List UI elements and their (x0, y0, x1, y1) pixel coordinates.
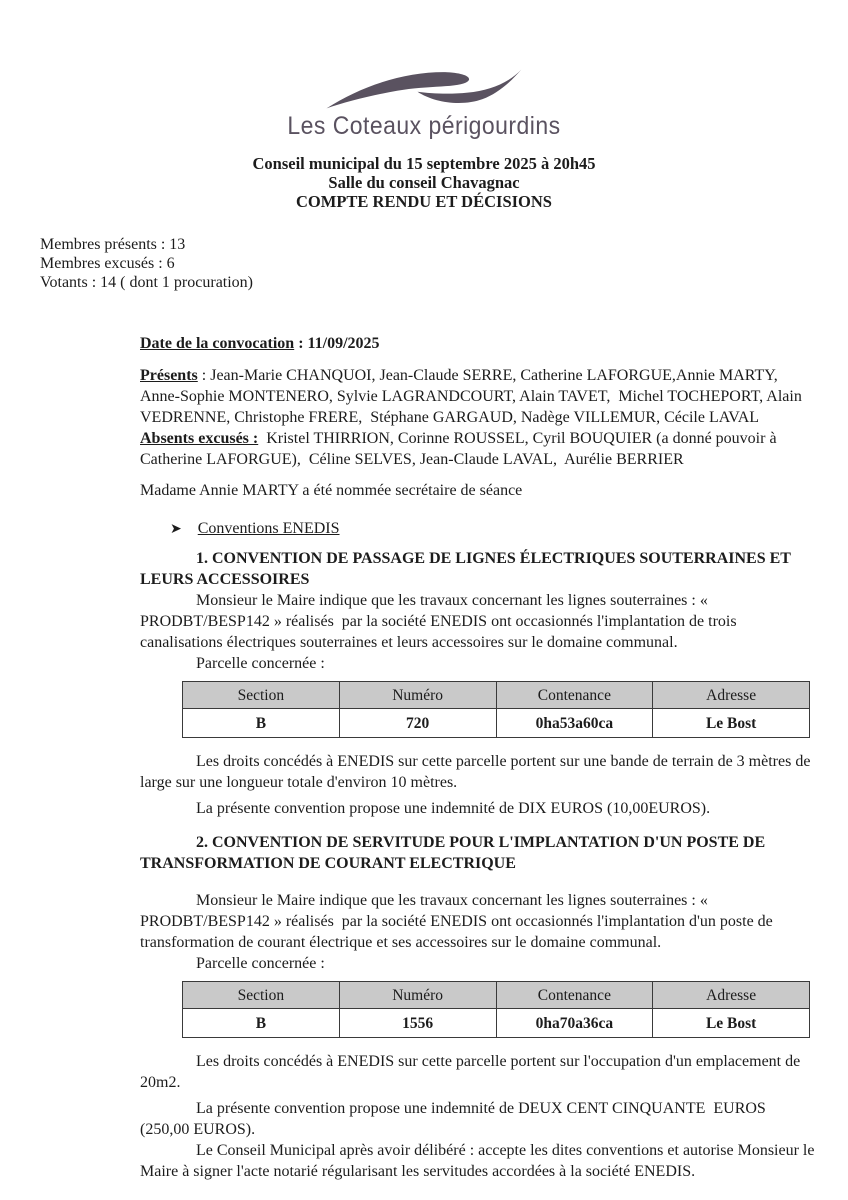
logo (0, 0, 848, 140)
col-header-section: Section (183, 982, 340, 1009)
presents-names: : Jean-Marie CHANQUOI, Jean-Claude SERRE, Catherine LAFORGUE,Annie MARTY, Anne-Sophie MONTENERO, Sylvie LAGRANDCOURT, Alain TAVET, Michel TOCHEPORT, Alain VEDRENNE, Christophe FRERE, Stéphane GARGAUD, Nadège VILLEMUR, Cécile LAVAL (140, 367, 806, 426)
secretary-line: Madame Annie MARTY a été nommée secrétaire de séance (140, 482, 523, 499)
section2-title: 2. CONVENTION DE SERVITUDE POUR L'IMPLANTATION D'UN POSTE DE TRANSFORMATION DE COURANT ELECTRIQUE (140, 834, 769, 872)
section2-parcelle-label: Parcelle concernée : (196, 955, 325, 972)
members-votants: Votants : 14 ( dont 1 procuration) (40, 274, 254, 291)
table-row (183, 709, 810, 738)
hill-swoosh-icon (319, 62, 529, 114)
col-header-numero: Numéro (339, 682, 496, 709)
agenda-item (140, 518, 818, 540)
col-header-adresse: Adresse (653, 982, 810, 1009)
table-header-row (183, 982, 810, 1009)
section2-paragraph-3: La présente convention propose une indemnité de DEUX CENT CINQUANTE EUROS (250,00 EUROS). (140, 1100, 770, 1138)
section2-paragraph-4: Le Conseil Municipal après avoir délibéré : accepte les dites conventions et autorise Monsieur le Maire à signer l'acte notarié régularisant les servitudes accordées à la société ENEDIS. (140, 1142, 819, 1180)
section2-table-wrap (140, 981, 818, 1038)
meeting-title-line-2: Salle du conseil Chavagnac (328, 173, 520, 192)
cell-numero: 720 (339, 709, 496, 738)
meeting-title-line-1: Conseil municipal du 15 septembre 2025 à 20h45 (252, 154, 596, 173)
members-presents: Membres présents : 13 (40, 236, 186, 253)
col-header-contenance: Contenance (496, 982, 653, 1009)
section2-paragraph-1: Monsieur le Maire indique que les travaux concernant les lignes souterraines : « PRODBT/BESP142 » réalisés par la société ENEDIS ont occasionnés l'implantation d'un poste de transformation de courant électrique et ses accessoires sur le domaine communal. (140, 892, 777, 951)
absents-label: Absents excusés : (140, 430, 259, 447)
section1-parcel-table (182, 681, 810, 738)
absents-names: Kristel THIRRION, Corinne ROUSSEL, Cyril BOUQUIER (a donné pouvoir à Catherine LAFORGUE), Céline SELVES, Jean-Claude LAVAL, Aurélie BERRIER (140, 430, 781, 468)
col-header-numero: Numéro (339, 982, 496, 1009)
section1-paragraph-2: Les droits concédés à ENEDIS sur cette parcelle portent sur une bande de terrain de 3 mètres de large sur une longueur totale d'environ 10 mètres. (140, 753, 815, 791)
table-row (183, 1009, 810, 1038)
cell-contenance: 0ha70a36ca (496, 1009, 653, 1038)
presents-label: Présents (140, 367, 198, 384)
section1-paragraph-1: Monsieur le Maire indique que les travaux concernant les lignes souterraines : « PRODBT/BESP142 » réalisés par la société ENEDIS ont occasionnés l'implantation de trois canalisations électriques souterraines et leurs accessoires sur le domaine communal. (140, 592, 741, 651)
attendance-absents (140, 428, 818, 470)
col-header-contenance: Contenance (496, 682, 653, 709)
convocation-date-line (140, 333, 818, 354)
section1-table-wrap (140, 681, 818, 738)
agenda-label: Conventions ENEDIS (197, 520, 340, 537)
convocation-value: : 11/09/2025 (294, 335, 380, 352)
table-header-row (183, 682, 810, 709)
section1-title: 1. CONVENTION DE PASSAGE DE LIGNES ÉLECTRIQUES SOUTERRAINES ET LEURS ACCESSOIRES (140, 550, 795, 588)
section1-parcelle-label: Parcelle concernée : (196, 655, 325, 672)
main-content (140, 333, 818, 1182)
meeting-title-line-3: COMPTE RENDU ET DÉCISIONS (296, 192, 552, 211)
attendance-presents (140, 365, 818, 428)
arrowhead-bullet-icon: ➤ (170, 521, 182, 537)
section1-paragraph-3: La présente convention propose une indemnité de DIX EUROS (10,00EUROS). (196, 800, 711, 817)
cell-numero: 1556 (339, 1009, 496, 1038)
cell-adresse: Le Bost (653, 709, 810, 738)
cell-contenance: 0ha53a60ca (496, 709, 653, 738)
cell-adresse: Le Bost (653, 1009, 810, 1038)
meeting-title (0, 154, 848, 211)
col-header-adresse: Adresse (653, 682, 810, 709)
col-header-section: Section (183, 682, 340, 709)
cell-section: B (183, 709, 340, 738)
logo-wordmark: Les Coteaux périgourdins (287, 112, 561, 140)
members-excuses: Membres excusés : 6 (40, 255, 175, 272)
convocation-label: Date de la convocation (140, 335, 295, 352)
section2-paragraph-2: Les droits concédés à ENEDIS sur cette parcelle portent sur l'occupation d'un emplacement de 20m2. (140, 1053, 805, 1091)
members-block (40, 235, 848, 292)
cell-section: B (183, 1009, 340, 1038)
section2-parcel-table (182, 981, 810, 1038)
